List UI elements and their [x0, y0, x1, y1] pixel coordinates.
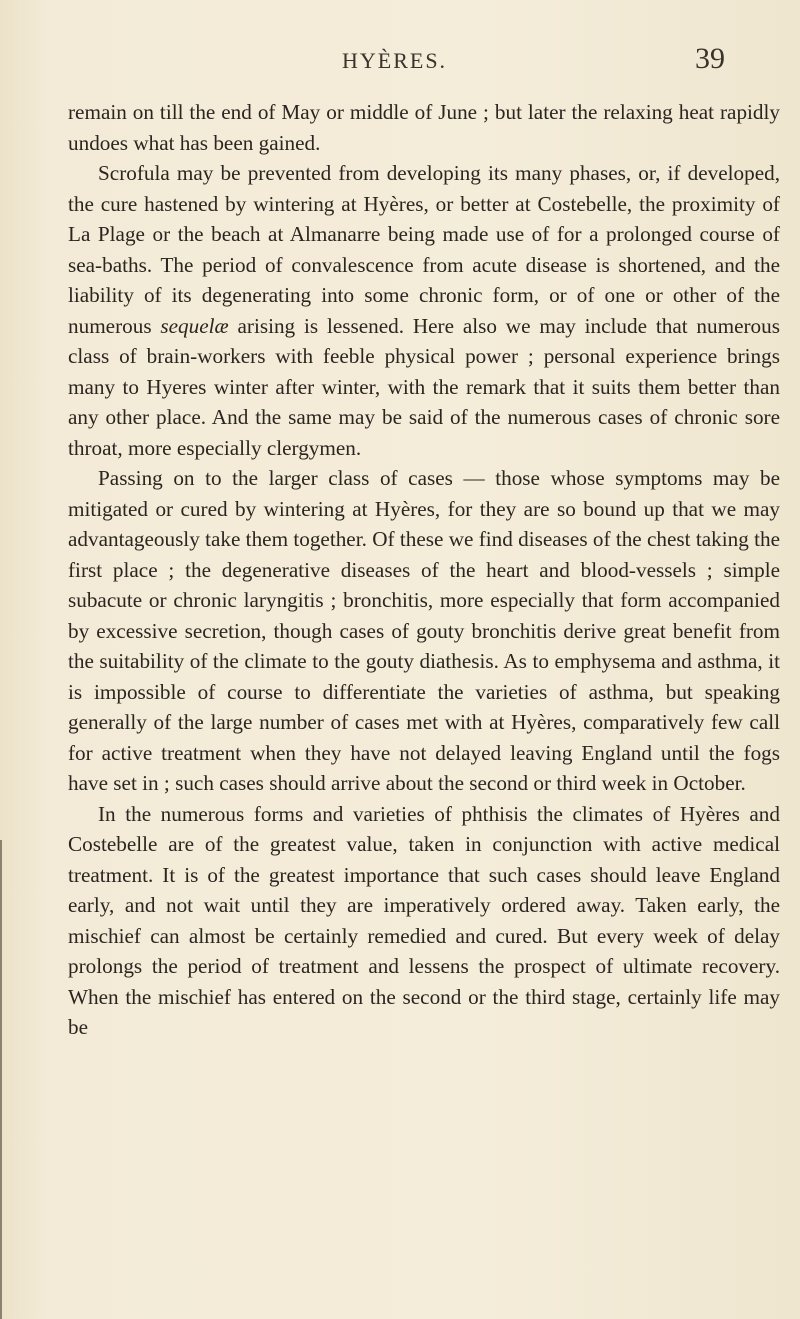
- body-text: [68, 97, 780, 1043]
- italic-term: sequelæ: [160, 313, 229, 338]
- page-edge-line: [0, 840, 2, 1319]
- paragraph-text: arising is lessened. Here also we may include that numerous class of brain-workers with feeble physical power ; personal experience brings many to Hyeres winter after winter, with the remark that it suits them better than any other place. And the same may be said of the numerous cases of chronic sore throat, more especially clergymen.: [68, 313, 780, 460]
- paragraph-text: Scrofula may be prevented from developing its many phases, or, if developed, the cure hastened by wintering at Hyères, or better at Costebelle, the proximity of La Plage or the beach at Almanarre being made use of for a prolonged course of sea-baths. The period of convalescence from acute disease is shortened, and the liability of its degenerating into some chronic form, or of one or other of the numerous: [68, 161, 780, 338]
- page-number: 39: [695, 42, 725, 75]
- paragraph-continuation: remain on till the end of May or middle of June ; but later the relaxing heat rapidly undoes what has been gained.: [68, 100, 780, 155]
- page-header: [0, 42, 800, 82]
- paragraph-phthisis: In the numerous forms and varieties of phthisis the climates of Hyères and Costebelle are of the greatest value, taken in conjunction with active medical treatment. It is of the greatest importance that such cases should leave England early, and not wait until they are imperatively ordered away. Taken early, the mischief can almost be certainly remedied and cured. But every week of delay prolongs the period of treatment and lessens the prospect of ultimate recovery. When the mischief has entered on the second or the third stage, certainly life may be: [68, 801, 780, 1039]
- running-head: HYÈRES.: [342, 48, 448, 73]
- paragraph-larger-class: Passing on to the larger class of cases — those whose symptoms may be mitigated or cured by wintering at Hyères, for they are so bound up that we may advantageously take them together. Of these we find diseases of the chest taking the first place ; the degenerative diseases of the heart and blood-vessels ; simple subacute or chronic laryngitis ; bronchitis, more especially that form accompanied by excessive secretion, though cases of gouty bronchitis derive great benefit from the suitability of the climate to the gouty diathesis. As to emphysema and asthma, it is impossible of course to differentiate the varieties of asthma, but speaking generally of the large number of cases met with at Hyères, comparatively few call for active treatment when they have not delayed leaving England until the fogs have set in ; such cases should arrive about the second or third week in October.: [68, 466, 780, 795]
- paragraph-scrofula: [68, 158, 780, 463]
